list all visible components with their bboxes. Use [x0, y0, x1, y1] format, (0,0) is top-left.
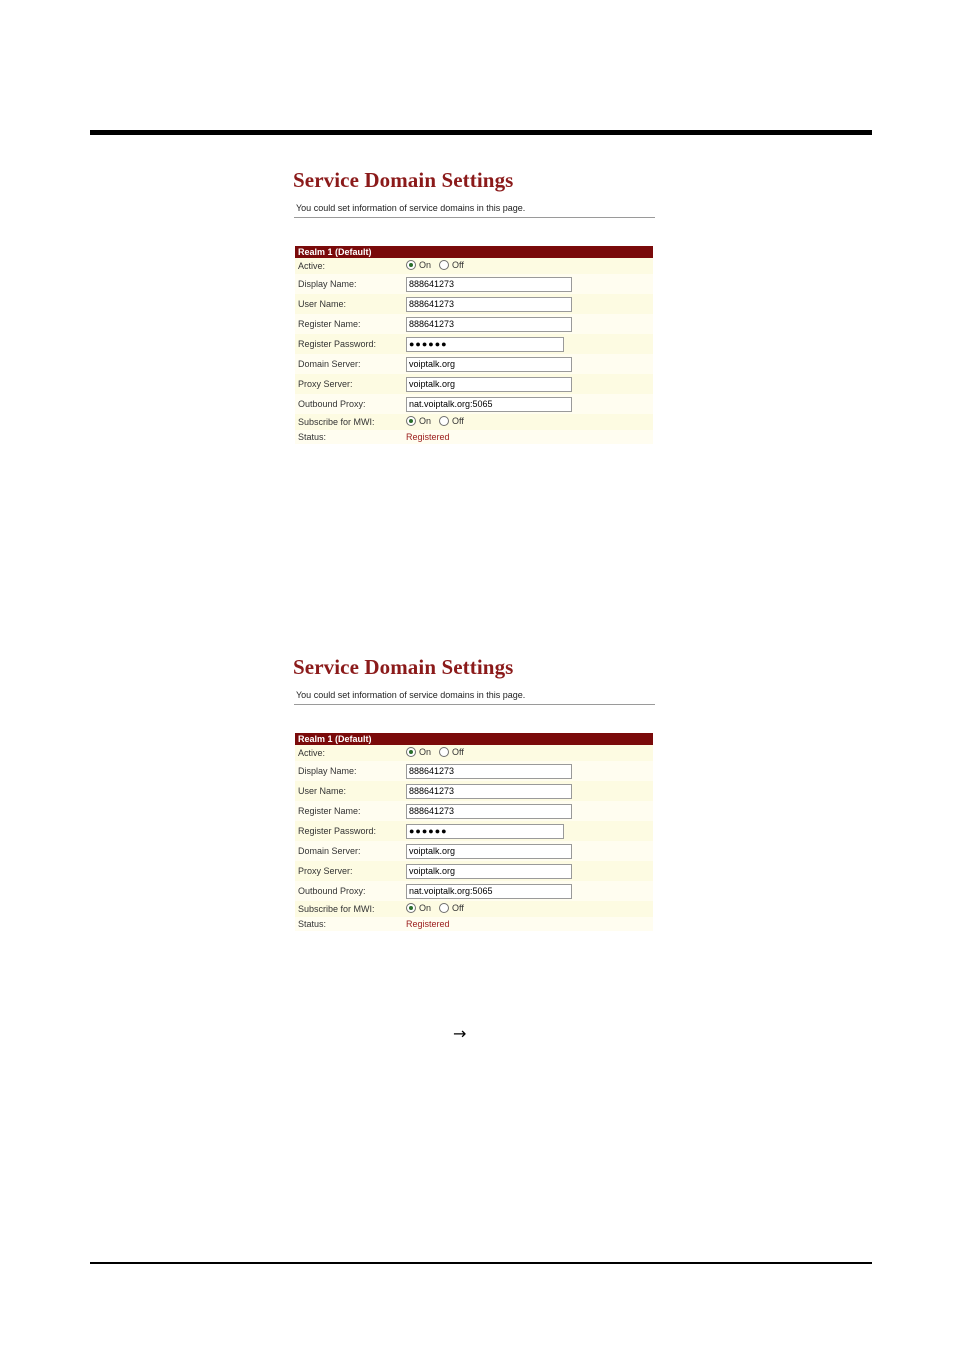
row-display-name [295, 274, 653, 294]
row-register-password [295, 821, 653, 841]
subscribe-mwi-on-radio[interactable] [406, 416, 416, 426]
display-name-label: Display Name: [298, 279, 357, 289]
active-radio-group [406, 747, 472, 757]
subscribe-mwi-radio-group [406, 903, 472, 913]
domain-server-label: Domain Server: [298, 846, 361, 856]
display-name-input[interactable]: 888641273 [406, 277, 572, 292]
domain-server-input[interactable]: voiptalk.org [406, 844, 572, 859]
active-off-radio[interactable] [439, 747, 449, 757]
row-domain-server [295, 841, 653, 861]
page-description: You could set information of service domains in this page. [296, 203, 526, 213]
row-outbound-proxy [295, 394, 653, 414]
header-rule [90, 130, 872, 135]
realm-header: Realm 1 (Default) [295, 733, 653, 745]
row-active [295, 258, 653, 274]
display-name-label: Display Name: [298, 766, 357, 776]
register-password-input[interactable]: ●●●●●● [406, 824, 564, 839]
register-password-input[interactable]: ●●●●●● [406, 337, 564, 352]
row-outbound-proxy [295, 881, 653, 901]
active-off-label: Off [452, 747, 464, 757]
user-name-label: User Name: [298, 786, 347, 796]
row-user-name [295, 781, 653, 801]
outbound-proxy-input[interactable]: nat.voiptalk.org:5065 [406, 884, 572, 899]
active-on-radio[interactable] [406, 747, 416, 757]
domain-server-label: Domain Server: [298, 359, 361, 369]
row-register-name [295, 801, 653, 821]
proxy-server-label: Proxy Server: [298, 379, 353, 389]
row-subscribe-mwi [295, 901, 653, 917]
user-name-label: User Name: [298, 299, 347, 309]
user-name-input[interactable]: 888641273 [406, 297, 572, 312]
register-name-label: Register Name: [298, 806, 361, 816]
row-active [295, 745, 653, 761]
realm-header: Realm 1 (Default) [295, 246, 653, 258]
subscribe-mwi-off-label: Off [452, 903, 464, 913]
register-name-label: Register Name: [298, 319, 361, 329]
outbound-proxy-label: Outbound Proxy: [298, 399, 366, 409]
register-name-input[interactable]: 888641273 [406, 317, 572, 332]
status-value: Registered [406, 919, 450, 929]
active-label: Active: [298, 748, 326, 758]
active-radio-group [406, 260, 472, 270]
active-on-radio[interactable] [406, 260, 416, 270]
page-description: You could set information of service domains in this page. [296, 690, 526, 700]
active-off-radio[interactable] [439, 260, 449, 270]
status-label: Status: [298, 432, 327, 442]
active-on-label: On [419, 747, 432, 757]
active-label: Active: [298, 261, 326, 271]
register-name-input[interactable]: 888641273 [406, 804, 572, 819]
row-register-password [295, 334, 653, 354]
register-password-label: Register Password: [298, 339, 377, 349]
active-on-label: On [419, 260, 432, 270]
arrow-right-icon: → [453, 1024, 467, 1043]
active-off-label: Off [452, 260, 464, 270]
row-subscribe-mwi [295, 414, 653, 430]
status-value: Registered [406, 432, 450, 442]
status-label: Status: [298, 919, 327, 929]
row-status [295, 917, 653, 931]
proxy-server-input[interactable]: voiptalk.org [406, 377, 572, 392]
row-domain-server [295, 354, 653, 374]
display-name-input[interactable]: 888641273 [406, 764, 572, 779]
register-password-label: Register Password: [298, 826, 377, 836]
subscribe-mwi-off-label: Off [452, 416, 464, 426]
outbound-proxy-input[interactable]: nat.voiptalk.org:5065 [406, 397, 572, 412]
row-display-name [295, 761, 653, 781]
subscribe-mwi-on-label: On [419, 903, 432, 913]
divider [294, 217, 655, 218]
subscribe-mwi-radio-group [406, 416, 472, 426]
realm-settings-table [295, 246, 653, 444]
realm-settings-table [295, 733, 653, 931]
page-title: Service Domain Settings [293, 168, 514, 192]
row-status [295, 430, 653, 444]
row-proxy-server [295, 861, 653, 881]
row-register-name [295, 314, 653, 334]
outbound-proxy-label: Outbound Proxy: [298, 886, 366, 896]
user-name-input[interactable]: 888641273 [406, 784, 572, 799]
service-domain-panel-1 [293, 166, 655, 444]
subscribe-mwi-off-radio[interactable] [439, 903, 449, 913]
row-user-name [295, 294, 653, 314]
divider [294, 704, 655, 705]
subscribe-mwi-off-radio[interactable] [439, 416, 449, 426]
proxy-server-label: Proxy Server: [298, 866, 353, 876]
proxy-server-input[interactable]: voiptalk.org [406, 864, 572, 879]
subscribe-mwi-label: Subscribe for MWI: [298, 417, 375, 427]
footer-rule [90, 1262, 872, 1264]
domain-server-input[interactable]: voiptalk.org [406, 357, 572, 372]
row-proxy-server [295, 374, 653, 394]
subscribe-mwi-label: Subscribe for MWI: [298, 904, 375, 914]
subscribe-mwi-on-label: On [419, 416, 432, 426]
page-title: Service Domain Settings [293, 655, 514, 679]
service-domain-panel-2 [293, 653, 655, 931]
subscribe-mwi-on-radio[interactable] [406, 903, 416, 913]
